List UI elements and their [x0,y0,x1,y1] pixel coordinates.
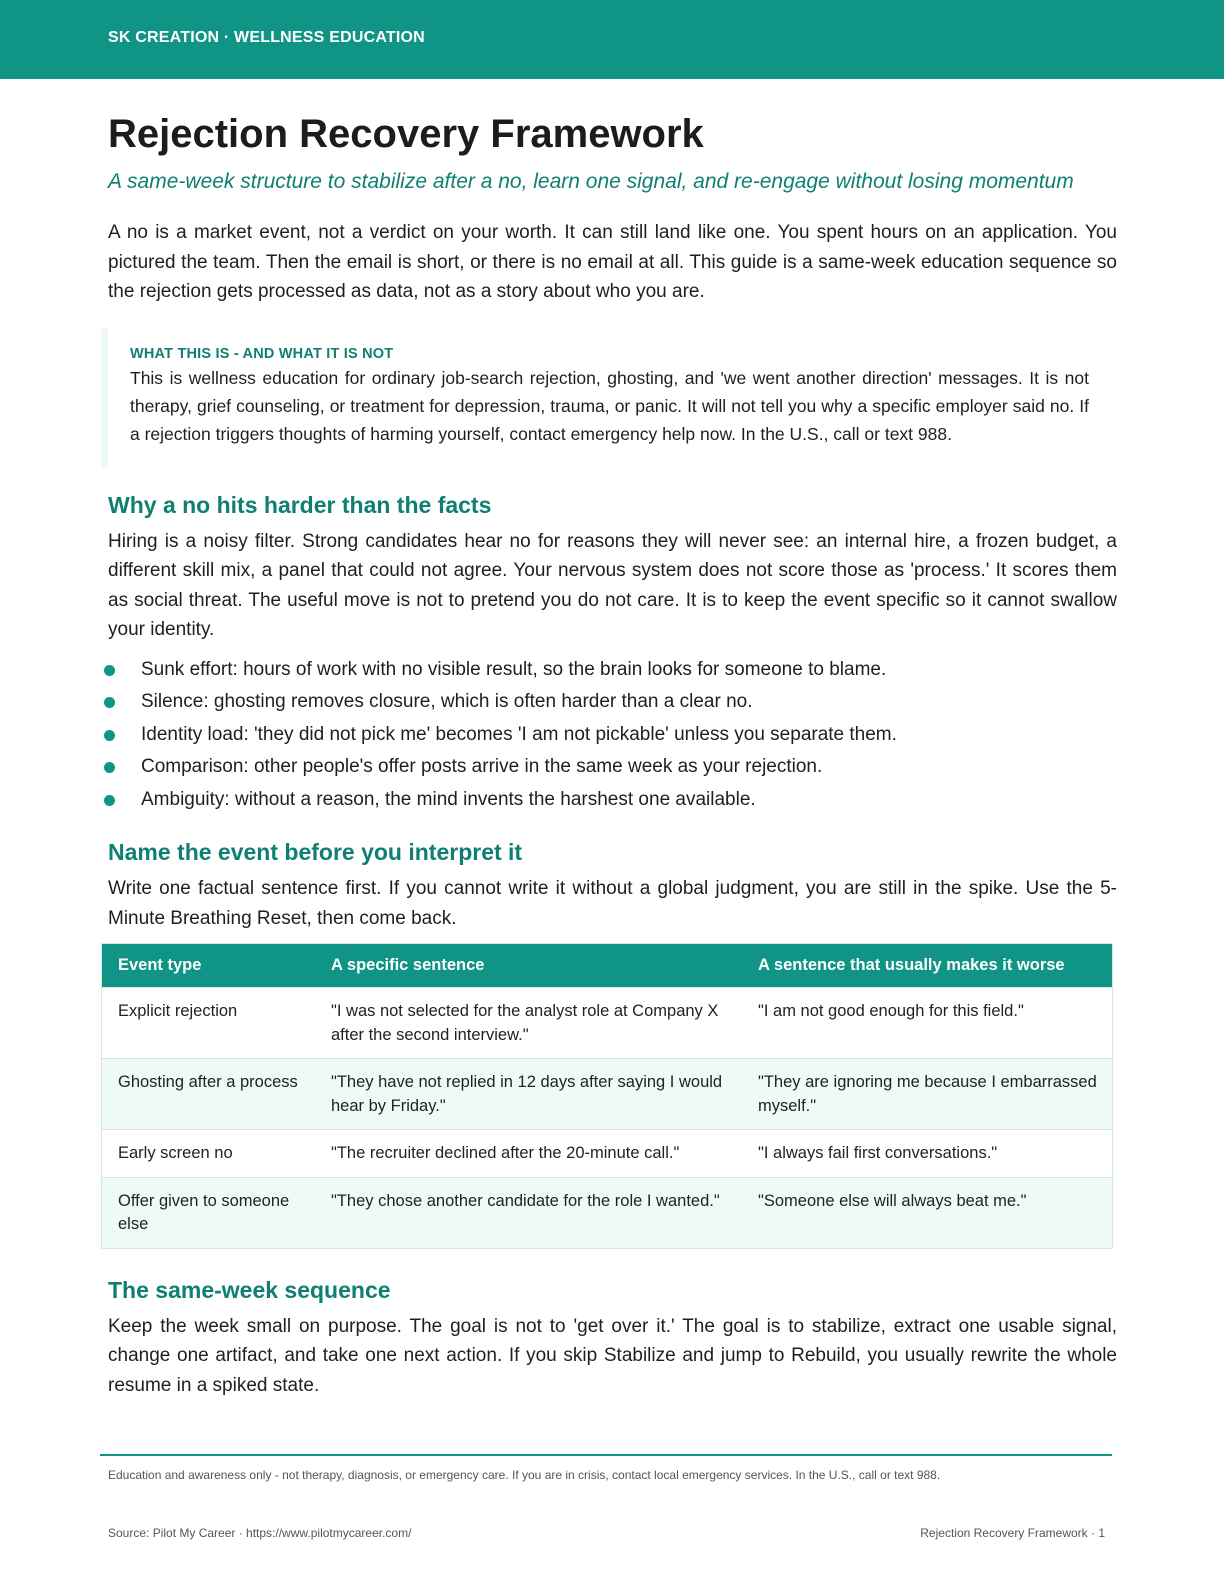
event-sentence-table [101,943,1113,1249]
page-subtitle: A same-week structure to stabilize after a no, learn one signal, and re-engage without losing momentum [108,170,1074,193]
list-item [108,719,1117,752]
list-item [108,751,1117,784]
document-body [108,112,1117,1400]
table-cell: "Someone else will always beat me." [758,1191,1027,1210]
table-header-cell: Event type [118,956,202,974]
intro-paragraph: A no is a market event, not a verdict on your worth. It can still land like one. You spent hours on an application. You pictured the team. Then the email is short, or there is no email at all. This guide is a same-week education sequence so the rejection gets processed as data, not as a story about who you are. [108,222,1117,302]
callout-body: This is wellness education for ordinary job-search rejection, ghosting, and 'we went another direction' messages. It is not therapy, grief counseling, or treatment for depression, trauma, or panic. It will not tell you why a specific employer said no. If a rejection triggers thoughts of harming yourself, contact emergency help now. In the U.S., call or text 988. [130,367,1089,444]
bullet-text: Silence: ghosting removes closure, which is often harder than a clear no. [141,691,753,712]
table-cell: Offer given to someone else [118,1191,290,1233]
table-header-row [102,944,1112,987]
bullet-text: Identity load: 'they did not pick me' becomes 'I am not pickable' unless you separate them. [141,723,897,745]
section-heading-sequence: The same-week sequence [108,1276,391,1303]
table-cell: "I was not selected for the analyst role at Company X after the second interview." [331,1002,719,1044]
table-cell: "They chose another candidate for the role I wanted." [331,1191,720,1210]
table-cell: "They have not replied in 12 days after saying I would hear by Friday." [331,1073,723,1115]
callout-accent-bar [101,327,108,468]
bullet-dot-icon [104,697,115,708]
table-cell: "I am not good enough for this field." [758,1002,1024,1020]
table-header-cell: A specific sentence [331,956,485,974]
table-cell: Early screen no [118,1144,233,1162]
section-heading-name-event: Name the event before you interpret it [108,839,523,865]
table-cell: Ghosting after a process [118,1073,298,1091]
name-event-paragraph: Write one factual sentence first. If you cannot write it without a global judgment, you are still in the spike. Use the 5-Minute Breathing Reset, then come back. [108,878,1117,929]
table-header-cell: A sentence that usually makes it worse [758,956,1065,974]
list-item [108,686,1117,719]
footer-page-label: Rejection Recovery Framework · 1 [920,1526,1105,1540]
footer-divider [100,1454,1112,1456]
bullet-dot-icon [104,665,115,676]
page-title: Rejection Recovery Framework [108,112,704,156]
table-row [102,1177,1112,1248]
bullet-text: Comparison: other people's offer posts arrive in the same week as your rejection. [141,756,823,777]
table-row [102,1129,1112,1177]
table-cell: Explicit rejection [118,1002,238,1020]
disclaimer-callout [101,327,1117,468]
table-cell: "I always fail first conversations." [758,1144,998,1162]
sequence-paragraph: Keep the week small on purpose. The goal is not to 'get over it.' The goal is to stabilize, extract one usable signal, change one artifact, and take one next action. If you skip Stabilize and jump to Rebuild, you usually rewrite the whole resume in a spiked state. [108,1315,1117,1396]
callout-heading: WHAT THIS IS - AND WHAT IT IS NOT [130,345,394,362]
bullet-dot-icon [104,730,115,741]
table-row [102,987,1112,1058]
bullet-text: Ambiguity: without a reason, the mind invents the harshest one available. [141,788,756,810]
bullet-text: Sunk effort: hours of work with no visible result, so the brain looks for someone to blame. [141,658,887,680]
footer-disclaimer: Education and awareness only - not therapy, diagnosis, or emergency care. If you are in crisis, contact local emergency services. In the U.S., call or text 988. [108,1468,941,1482]
list-item [108,654,1117,687]
list-item [108,784,1117,817]
bullet-dot-icon [104,762,115,773]
section-heading-why: Why a no hits harder than the facts [108,491,492,518]
table-cell: "The recruiter declined after the 20-minute call." [331,1144,680,1162]
table-cell: "They are ignoring me because I embarrassed myself." [758,1073,1097,1115]
bullet-dot-icon [104,795,115,806]
footer-source: Source: Pilot My Career · https://www.pilotmycareer.com/ [108,1526,412,1540]
why-paragraph: Hiring is a noisy filter. Strong candidates hear no for reasons they will never see: an internal hire, a frozen budget, a different skill mix, a panel that could not agree. Your nervous system does not score those as 'process.' It scores them as social threat. The useful move is not to pretend you do not care. It is to keep the event specific so it cannot swallow your identity. [108,530,1117,640]
brand-label: SK CREATION · WELLNESS EDUCATION [108,29,425,46]
table-row [102,1058,1112,1129]
header-bar [0,0,1224,79]
why-bullet-list [108,654,1117,817]
